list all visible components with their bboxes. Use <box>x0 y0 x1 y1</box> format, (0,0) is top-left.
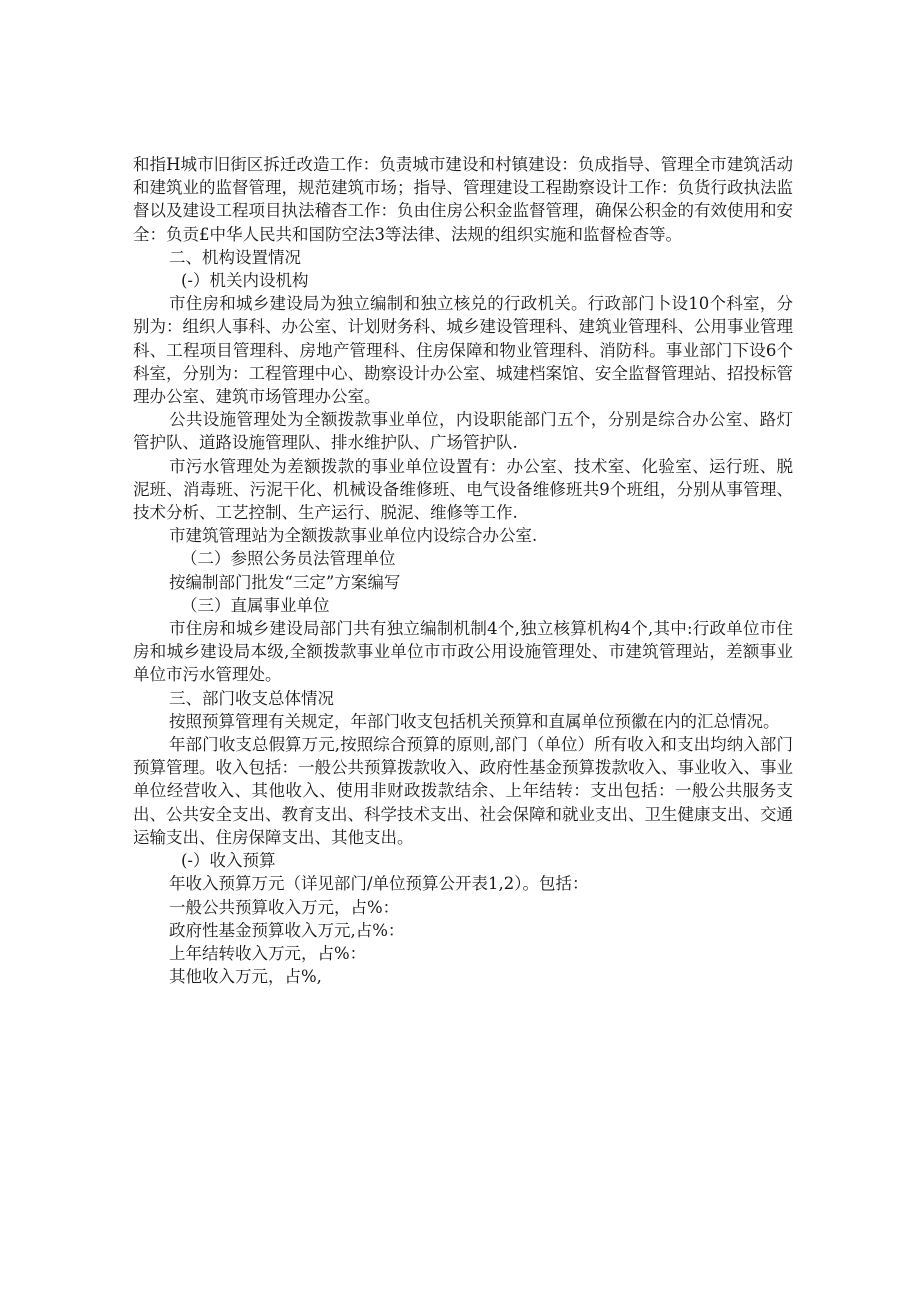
paragraph-public-facilities: 公共设施管理处为全额拨款事业单位，内设职能部门五个，分别是综合办公室、路灯管护队、道路设施管理队、排水维护队、广场管护队. <box>133 410 793 453</box>
subsection-heading-income-budget: (-）收入预算 <box>181 851 276 871</box>
income-item-general-public: 一般公共预算收入万元，占%： <box>169 897 400 917</box>
paragraph-three-determinations: 按编制部门批发“三定”方案编写 <box>169 572 401 592</box>
document-body <box>133 153 793 988</box>
paragraph-affiliated-units: 市住房和城乡建设局部门共有独立编制机制4个,独立核算机构4个,其中:行政单位市住房和城乡建设局本级,全额拨款事业单位市市政公用设施管理处、市建筑管理站，差额事业单位市污水管理处。 <box>133 619 793 685</box>
income-item-government-fund: 政府性基金预算收入万元,占%： <box>169 920 405 940</box>
subsection-heading-civil-servant-units: （二）参照公务员法管理单位 <box>181 549 396 569</box>
income-item-carryover: 上年结转收入万元，占%： <box>169 943 367 963</box>
paragraph-internal-institutions: 市住房和城乡建设局为独立编制和独立核兑的行政机关。行政部门卜设10个科室，分别为：组织人事科、办公室、计划财务科、城乡建设管理科、建筑业管理科、公用事业管理科、工程项目管理科、房地产管理科、住房保障和物业管理科、消防科。事业部门下设6个科室，分别为：工程管理中心、勘察设计办公室、城建档案馆、安全监督管理站、招投标管理办公室、建筑市场管理办公室。 <box>133 294 793 407</box>
paragraph-income-budget: 年收入预算万元（详见部门/单位预算公开表1,2）。包括： <box>169 874 589 894</box>
income-item-other: 其他收入万元，占%, <box>169 967 322 987</box>
section-heading-organization: 二、机构设置情况 <box>169 247 301 267</box>
paragraph-budget-total: 年部门收支总假算万元,按照综合预算的原则,部门（单位）所有收入和支出均纳入部门预算管理。收入包括：一般公共预算拨款收入、政府性基金预算拨款收入、事业收入、事业单位经营收入、其他收入、使用非财政拨款结余、上年结转：支出包括：一般公共服务支出、公共安全支出、教育支出、科学技术支出、社会保障和就业支出、卫生健康支出、交通运输支出、住房保障支出、其他支出。 <box>133 735 793 847</box>
paragraph-construction-station: 市建筑管理站为全额拨款事业单位内设综合办公室. <box>169 526 538 546</box>
paragraph-responsibilities: 和指H城市旧街区拆迁改造工作：负责城市建设和村镇建设：负成指导、管理全市建筑活动和建筑业的监督管理，规范建筑市场；指导、管理建设工程勘察设计工作：负货行政执法监督以及建设工程项目执法稽杳工作：负由住房公积金监督管理，确保公积金的有效使用和安全：负贡£中华人民共和国防空法3等法律、法规的组织实施和监督检杳等。 <box>133 155 793 244</box>
subsection-heading-affiliated-units: （三）直属事业单位 <box>181 595 330 615</box>
subsection-heading-internal-institutions: (-）机关内设机构 <box>181 271 309 291</box>
section-heading-budget-overview: 三、部门收支总体情况 <box>169 688 334 708</box>
paragraph-budget-rules: 按照预算管理有关规定，年部门收支包括机关预算和直属单位预徽在内的汇总情况。 <box>169 711 780 731</box>
paragraph-sewage-management: 市污水管理处为差额拨款的事业单位设置有：办公室、技术室、化验室、运行班、脱泥班、消毒班、污泥干化、机械设备维修班、电气设备维修班共9个班组，分别从事管理、技术分析、工艺控制、生产运行、脱泥、维修等工作. <box>133 456 793 523</box>
